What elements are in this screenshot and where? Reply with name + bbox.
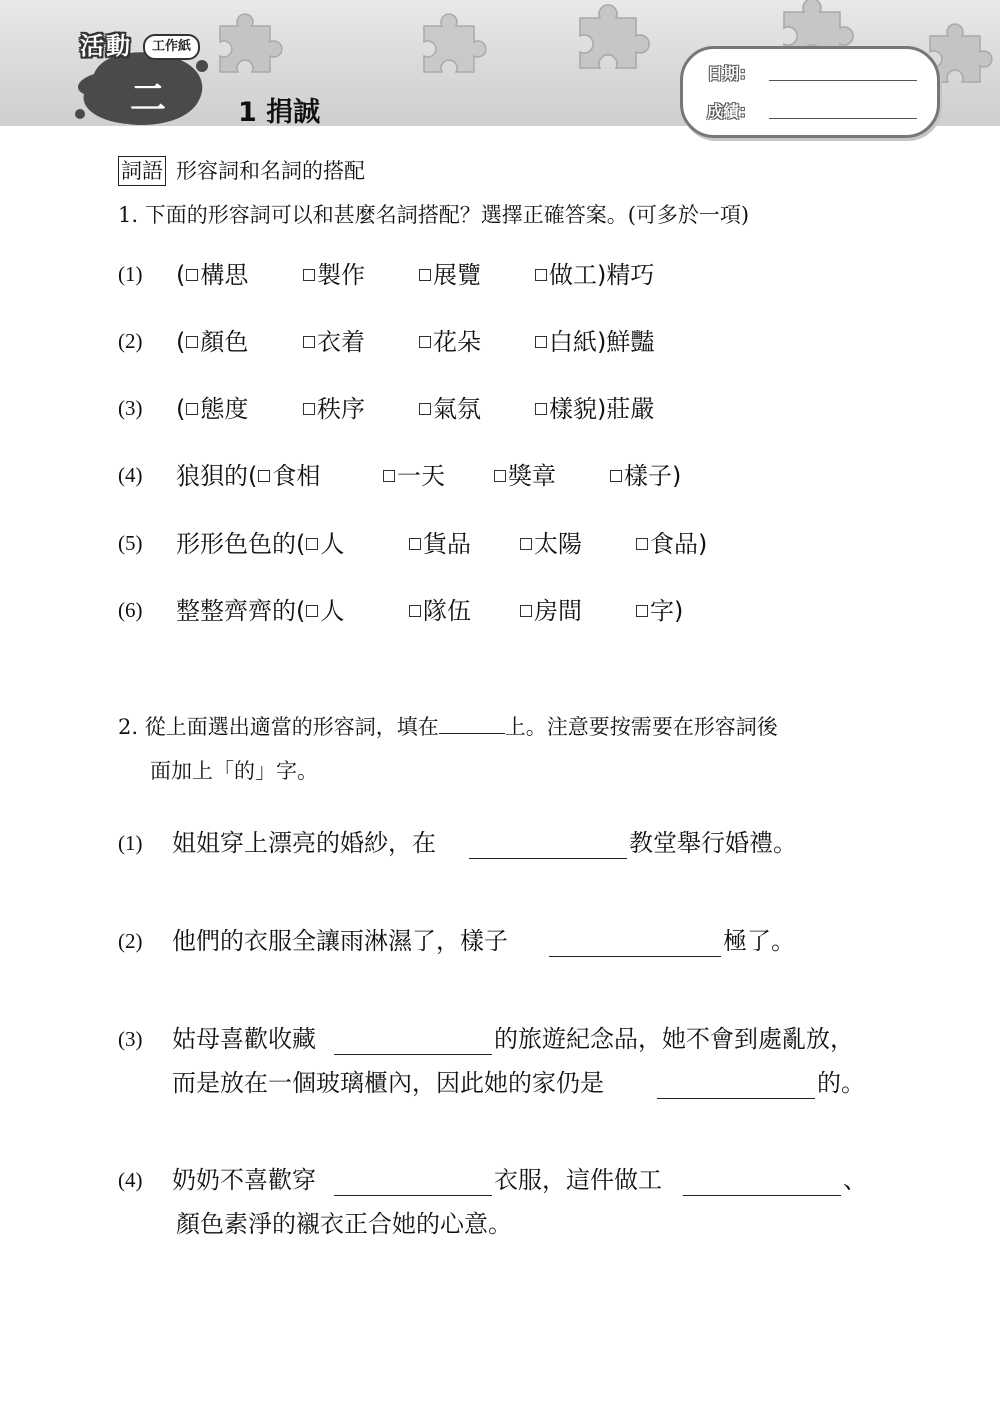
option-label: 做工: [549, 261, 597, 289]
option-label: 衣着: [317, 328, 365, 356]
item-number: (3): [118, 1027, 143, 1051]
q2-prompt-line-2: 面加上「的」字。: [150, 759, 318, 783]
sentence-text: 衣服，這件做工: [494, 1166, 662, 1194]
option-label: 一天: [397, 462, 445, 490]
puzzle-decoration-icon: [210, 6, 300, 86]
answer-blank-3[interactable]: [334, 1054, 492, 1055]
option-label: 人: [320, 530, 345, 558]
option-2: [382, 459, 445, 493]
option-label: 樣貌: [549, 395, 597, 423]
option-label: 構思: [200, 261, 249, 289]
q2-prompt: [118, 712, 778, 742]
close-paren: ): [674, 597, 684, 625]
option-1: [176, 258, 248, 292]
checkbox[interactable]: [306, 605, 318, 617]
checkbox[interactable]: [409, 605, 421, 617]
sentence-text: 他們的衣服全讓雨淋濕了，樣子: [172, 927, 508, 955]
activity-label: 活動: [80, 32, 132, 60]
sentence-text: 的。: [817, 1069, 865, 1097]
checkbox[interactable]: [303, 403, 315, 415]
item-number: (4): [118, 463, 143, 487]
item-number: (1): [118, 831, 143, 855]
answer-blank-6[interactable]: [683, 1195, 841, 1196]
sentence-text: 顏色素淨的襯衣正合她的心意。: [176, 1210, 512, 1238]
q2-prompt-part-1: 2. 從上面選出適當的形容詞，填在: [118, 715, 439, 739]
checkbox[interactable]: [383, 470, 395, 482]
checkbox[interactable]: [535, 336, 547, 348]
option-1: [176, 459, 320, 493]
answer-blank-1[interactable]: [469, 858, 627, 859]
item-number: (6): [118, 598, 143, 622]
close-paren: ): [698, 530, 708, 558]
adjective: 形形色色的: [176, 530, 296, 558]
open-paren: (: [248, 462, 258, 490]
open-paren: (: [296, 530, 306, 558]
checkbox[interactable]: [610, 470, 622, 482]
option-label: 食相: [272, 462, 321, 490]
option-label: 花朵: [433, 328, 481, 356]
open-paren: (: [176, 261, 186, 289]
date-score-box: [680, 46, 940, 138]
option-4: [635, 594, 683, 628]
option-3: [519, 527, 582, 561]
adjective: 狼狽的: [176, 462, 248, 490]
close-paren: ): [672, 462, 682, 490]
checkbox[interactable]: [636, 538, 648, 550]
puzzle-decoration-icon: [412, 8, 502, 88]
worksheet-label: 工作紙: [143, 34, 200, 60]
option-1: [176, 392, 248, 426]
item-number: (1): [118, 262, 143, 286]
option-label: 食品: [650, 530, 698, 558]
open-paren: (: [176, 395, 186, 423]
option-3: [418, 258, 481, 292]
checkbox[interactable]: [186, 336, 198, 348]
adjective: )精巧: [597, 261, 655, 289]
option-2: [302, 325, 365, 359]
open-paren: (: [176, 328, 186, 356]
section-tag: 詞語: [118, 156, 166, 186]
checkbox[interactable]: [419, 403, 431, 415]
option-label: 貨品: [423, 530, 471, 558]
adjective: )莊嚴: [597, 395, 655, 423]
option-2: [408, 594, 471, 628]
sentence-text: 奶奶不喜歡穿: [172, 1166, 316, 1194]
option-label: 態度: [200, 395, 249, 423]
option-3: [418, 325, 481, 359]
checkbox[interactable]: [520, 605, 532, 617]
sentence-text: 而是放在一個玻璃櫃內，因此她的家仍是: [172, 1069, 604, 1097]
option-label: 製作: [317, 261, 365, 289]
item-number: (5): [118, 531, 143, 555]
option-4: [534, 258, 654, 292]
section-heading: [118, 156, 365, 188]
checkbox[interactable]: [494, 470, 506, 482]
option-4: [609, 459, 681, 493]
option-2: [302, 258, 365, 292]
option-label: 人: [320, 597, 345, 625]
sentence-text: 姐姐穿上漂亮的婚紗，在: [172, 829, 436, 857]
sentence-text: 教堂舉行婚禮。: [629, 829, 797, 857]
open-paren: (: [296, 597, 306, 625]
q2-prompt-part-2: 上。注意要按需要在形容詞後: [504, 715, 778, 739]
option-1: [176, 527, 344, 561]
checkbox[interactable]: [409, 538, 421, 550]
option-1: [176, 594, 344, 628]
sentence-text: 姑母喜歡收藏: [172, 1025, 316, 1053]
lesson-title: 1 捐誠: [238, 97, 321, 128]
item-number: (3): [118, 396, 143, 420]
score-field[interactable]: [769, 118, 917, 119]
option-label: 樣子: [624, 462, 672, 490]
option-label: 太陽: [534, 530, 582, 558]
checkbox[interactable]: [419, 269, 431, 281]
option-4: [534, 325, 654, 359]
section-title: 形容詞和名詞的搭配: [176, 159, 365, 183]
option-label: 隊伍: [423, 597, 471, 625]
option-label: 房間: [534, 597, 582, 625]
option-label: 白紙: [549, 328, 597, 356]
puzzle-decoration-icon: [566, 2, 666, 82]
checkbox[interactable]: [636, 605, 648, 617]
item-number: (2): [118, 329, 143, 353]
checkbox[interactable]: [419, 336, 431, 348]
option-3: [418, 392, 481, 426]
option-label: 氣氛: [433, 395, 481, 423]
option-3: [519, 594, 582, 628]
item-number: (2): [118, 929, 143, 953]
checkbox[interactable]: [535, 403, 547, 415]
option-label: 顏色: [200, 328, 249, 356]
option-label: 獎章: [508, 462, 556, 490]
checkbox[interactable]: [535, 269, 547, 281]
sentence-text: 極了。: [723, 927, 795, 955]
answer-blank-4[interactable]: [657, 1098, 815, 1099]
option-2: [302, 392, 365, 426]
option-label: 展覽: [433, 261, 481, 289]
sample-blank: [439, 713, 505, 734]
option-1: [176, 325, 248, 359]
option-label: 秩序: [317, 395, 365, 423]
option-2: [408, 527, 471, 561]
sentence-text: 的旅遊紀念品，她不會到處亂放，: [494, 1025, 854, 1053]
checkbox[interactable]: [186, 403, 198, 415]
checkbox[interactable]: [520, 538, 532, 550]
checkbox[interactable]: [303, 269, 315, 281]
checkbox[interactable]: [303, 336, 315, 348]
checkbox[interactable]: [186, 269, 198, 281]
checkbox[interactable]: [258, 470, 270, 482]
score-label: 成績：: [707, 102, 756, 121]
adjective: )鮮豔: [597, 328, 655, 356]
date-label: 日期：: [707, 64, 756, 83]
checkbox[interactable]: [306, 538, 318, 550]
adjective: 整整齊齊的: [176, 597, 296, 625]
item-number: (4): [118, 1168, 143, 1192]
option-4: [635, 527, 707, 561]
answer-blank-2[interactable]: [549, 956, 721, 957]
option-4: [534, 392, 654, 426]
sentence-text: 、: [843, 1166, 867, 1194]
answer-blank-5[interactable]: [334, 1195, 492, 1196]
option-label: 字: [650, 597, 674, 625]
option-3: [493, 459, 556, 493]
q1-prompt: 1. 下面的形容詞可以和甚麼名詞搭配？選擇正確答案。(可多於一項): [118, 203, 750, 227]
date-field[interactable]: [769, 80, 917, 81]
unit-number: 二: [129, 78, 166, 119]
